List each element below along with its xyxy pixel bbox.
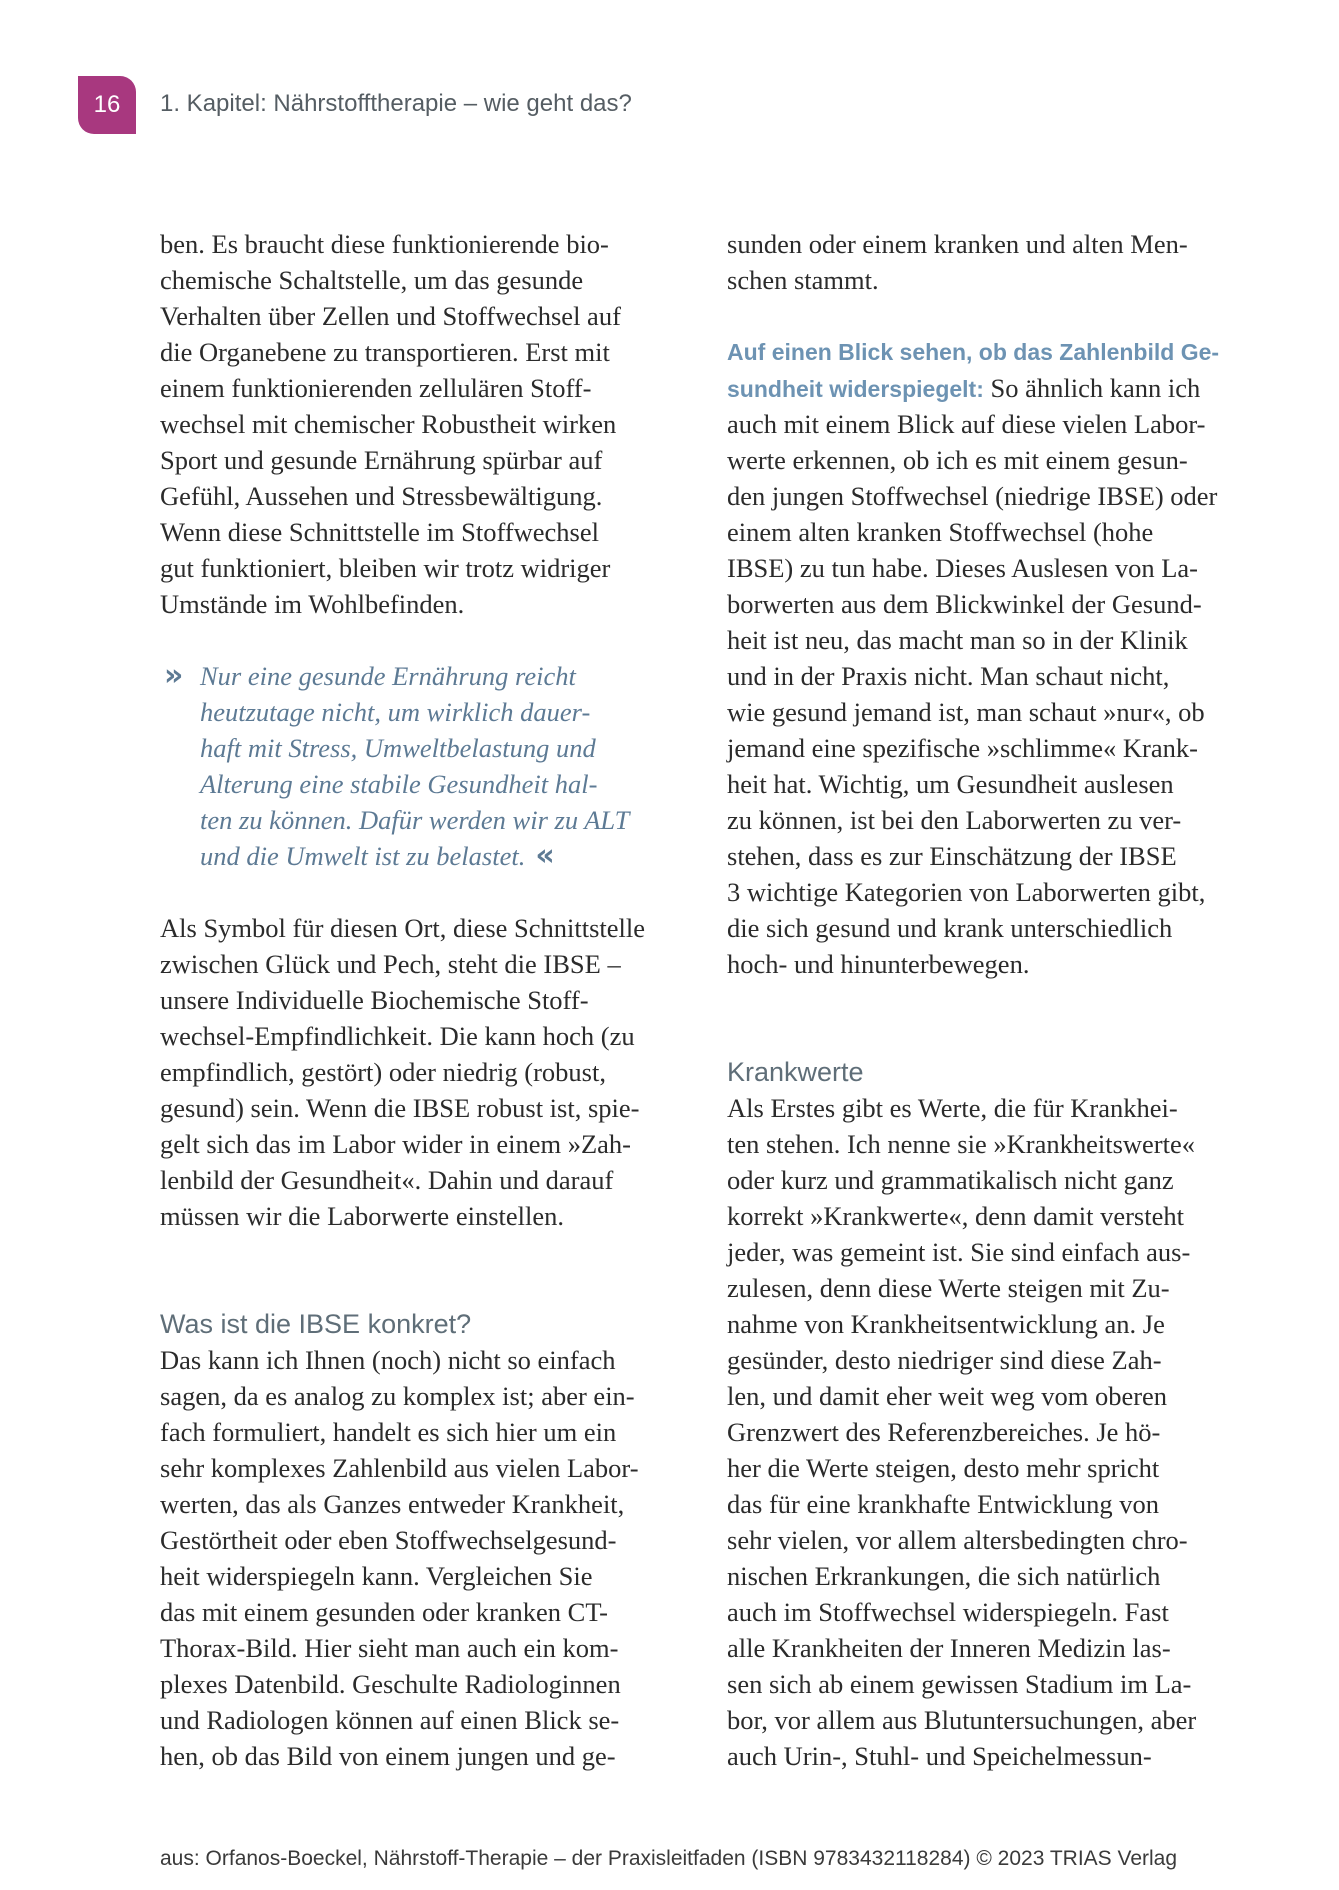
- double-chevron-right-icon: »: [164, 658, 184, 693]
- text-line: zulesen, denn diese Werte steigen mit Zu-: [727, 1273, 1170, 1303]
- text-line: sen sich ab einem gewissen Stadium im La-: [727, 1669, 1192, 1699]
- right-paragraph-3: [727, 1090, 1247, 1774]
- lead-line: [727, 370, 1247, 406]
- quote-line: und die Umwelt ist zu belastet.: [200, 841, 526, 871]
- text-line: Als Erstes gibt es Werte, die für Krankhei-: [727, 1093, 1178, 1123]
- section-heading: Was ist die IBSE konkret?: [160, 1309, 472, 1339]
- quote-line: heutzutage nicht, um wirklich dauer-: [200, 697, 591, 727]
- text-line: 3 wichtige Kategorien von Laborwerten gibt,: [727, 877, 1206, 907]
- pull-quote: [160, 658, 680, 874]
- section-heading: Krankwerte: [727, 1057, 864, 1087]
- text-line: heit widerspiegeln kann. Vergleichen Sie: [160, 1561, 593, 1591]
- text-line: gut funktioniert, bleiben wir trotz widriger: [160, 553, 611, 583]
- text-line: die Organebene zu transportieren. Erst mit: [160, 337, 610, 367]
- text-line: das für eine krankhafte Entwicklung von: [727, 1489, 1159, 1519]
- text-line: Als Symbol für diesen Ort, diese Schnittstelle: [160, 913, 646, 943]
- lead-title-end: sundheit widerspiegelt:: [727, 376, 984, 402]
- text-line: heit hat. Wichtig, um Gesundheit auslesen: [727, 769, 1174, 799]
- text-line: auch mit einem Blick auf diese vielen Labor-: [727, 409, 1206, 439]
- text-line: Gestörtheit oder eben Stoffwechselgesund-: [160, 1525, 617, 1555]
- text-line: Thorax-Bild. Hier sieht man auch ein kom-: [160, 1633, 619, 1663]
- text-line: korrekt »Krankwerte«, denn damit versteht: [727, 1201, 1184, 1231]
- text-line: und in der Praxis nicht. Man schaut nicht,: [727, 661, 1170, 691]
- right-column: [727, 226, 1247, 1774]
- text-line: müssen wir die Laborwerte einstellen.: [160, 1201, 564, 1231]
- right-paragraph-2: [727, 334, 1247, 982]
- text-line: gesund) sein. Wenn die IBSE robust ist, spie-: [160, 1093, 640, 1123]
- text-line: Das kann ich Ihnen (noch) nicht so einfach: [160, 1345, 616, 1375]
- text-line: stehen, dass es zur Einschätzung der IBSE: [727, 841, 1177, 871]
- text-line: ten stehen. Ich nenne sie »Krankheitswerte«: [727, 1129, 1195, 1159]
- text-line: auch Urin-, Stuhl- und Speichelmessun-: [727, 1741, 1152, 1771]
- text-line: Gefühl, Aussehen und Stressbewältigung.: [160, 481, 603, 511]
- left-column: [160, 226, 680, 1774]
- double-chevron-left-icon: «: [535, 838, 555, 873]
- text-line: einem funktionierenden zellulären Stoff-: [160, 373, 592, 403]
- left-paragraph-3: [160, 1342, 680, 1774]
- footer-credit: aus: Orfanos-Boeckel, Nährstoff-Therapie – der Praxisleitfaden (ISBN 9783432118284) © 2023 TRIAS Verlag: [160, 1847, 1178, 1870]
- text-line: hen, ob das Bild von einem jungen und ge-: [160, 1741, 616, 1771]
- text-line: borwerten aus dem Blickwinkel der Gesund-: [727, 589, 1202, 619]
- text-line: hoch- und hinunterbewegen.: [727, 949, 1030, 979]
- quote-last-line: [200, 838, 680, 874]
- text-line: Grenzwert des Referenzbereiches. Je hö-: [727, 1417, 1161, 1447]
- text-line: gesünder, desto niedriger sind diese Zah-: [727, 1345, 1162, 1375]
- text-line: IBSE) zu tun habe. Dieses Auslesen von La-: [727, 553, 1199, 583]
- text-line: nahme von Krankheitsentwicklung an. Je: [727, 1309, 1165, 1339]
- text-line: sehr komplexes Zahlenbild aus vielen Labor-: [160, 1453, 639, 1483]
- text-line: wie gesund jemand ist, man schaut »nur«, ob: [727, 697, 1205, 727]
- text-line: heit ist neu, das macht man so in der Klinik: [727, 625, 1188, 655]
- text-line: her die Werte steigen, desto mehr spricht: [727, 1453, 1160, 1483]
- text-line: chemische Schaltstelle, um das gesunde: [160, 265, 584, 295]
- text-line: jeder, was gemeint ist. Sie sind einfach aus-: [727, 1237, 1191, 1267]
- text-line: werten, das als Ganzes entweder Krankheit,: [160, 1489, 625, 1519]
- text-line: bor, vor allem aus Blutuntersuchungen, aber: [727, 1705, 1197, 1735]
- quote-line: ten zu können. Dafür werden wir zu ALT: [200, 805, 630, 835]
- quote-line: Nur eine gesunde Ernährung reicht: [200, 661, 576, 691]
- text-line: oder kurz und grammatikalisch nicht ganz: [727, 1165, 1174, 1195]
- text-line: schen stammt.: [727, 265, 879, 295]
- text-line: das mit einem gesunden oder kranken CT-: [160, 1597, 608, 1627]
- text-line: sehr vielen, vor allem altersbedingten chro-: [727, 1525, 1188, 1555]
- text-line: nischen Erkrankungen, die sich natürlich: [727, 1561, 1161, 1591]
- left-paragraph-1: [160, 226, 680, 622]
- quote-line: haft mit Stress, Umweltbelastung und: [200, 733, 596, 763]
- quote-line: Alterung eine stabile Gesundheit hal-: [200, 769, 598, 799]
- text-line: Verhalten über Zellen und Stoffwechsel auf: [160, 301, 621, 331]
- text-line: plexes Datenbild. Geschulte Radiologinnen: [160, 1669, 621, 1699]
- text-line: gelt sich das im Labor wider in einem »Zah-: [160, 1129, 631, 1159]
- left-paragraph-2: [160, 910, 680, 1234]
- text-line: die sich gesund und krank unterschiedlich: [727, 913, 1173, 943]
- text-line: auch im Stoffwechsel widerspiegeln. Fast: [727, 1597, 1169, 1627]
- text-line: alle Krankheiten der Inneren Medizin las-: [727, 1633, 1171, 1663]
- text-line: sunden oder einem kranken und alten Men-: [727, 229, 1188, 259]
- text-line: fach formuliert, handelt es sich hier um ein: [160, 1417, 617, 1447]
- text-line: unsere Individuelle Biochemische Stoff-: [160, 985, 589, 1015]
- page-number-badge: [78, 76, 136, 134]
- text-line: und Radiologen können auf einen Blick se-: [160, 1705, 620, 1735]
- lead-title: Auf einen Blick sehen, ob das Zahlenbild Ge-: [727, 339, 1220, 365]
- text-line: zu können, ist bei den Laborwerten zu ver-: [727, 805, 1182, 835]
- text-line: einem alten kranken Stoffwechsel (hohe: [727, 517, 1154, 547]
- text-line: empfindlich, gestört) oder niedrig (robust,: [160, 1057, 606, 1087]
- text-line: jemand eine spezifische »schlimme« Krank-: [727, 733, 1198, 763]
- text-line: zwischen Glück und Pech, steht die IBSE –: [160, 949, 621, 979]
- text-line: Wenn diese Schnittstelle im Stoffwechsel: [160, 517, 599, 547]
- text-line: ben. Es braucht diese funktionierende bio-: [160, 229, 609, 259]
- text-line: wechsel-Empfindlichkeit. Die kann hoch (zu: [160, 1021, 635, 1051]
- text-line: sagen, da es analog zu komplex ist; aber ein-: [160, 1381, 635, 1411]
- text-line: werte erkennen, ob ich es mit einem gesun-: [727, 445, 1188, 475]
- text-line: Sport und gesunde Ernährung spürbar auf: [160, 445, 603, 475]
- page-number: 16: [93, 91, 121, 118]
- text-line: Umstände im Wohlbefinden.: [160, 589, 465, 619]
- text-line: wechsel mit chemischer Robustheit wirken: [160, 409, 617, 439]
- lead-text: So ähnlich kann ich: [990, 373, 1201, 403]
- chapter-title: 1. Kapitel: Nährstofftherapie – wie geht das?: [160, 90, 632, 117]
- right-paragraph-1: [727, 226, 1247, 298]
- text-line: len, und damit eher weit weg vom oberen: [727, 1381, 1168, 1411]
- text-line: lenbild der Gesundheit«. Dahin und darauf: [160, 1165, 614, 1195]
- text-line: den jungen Stoffwechsel (niedrige IBSE) oder: [727, 481, 1218, 511]
